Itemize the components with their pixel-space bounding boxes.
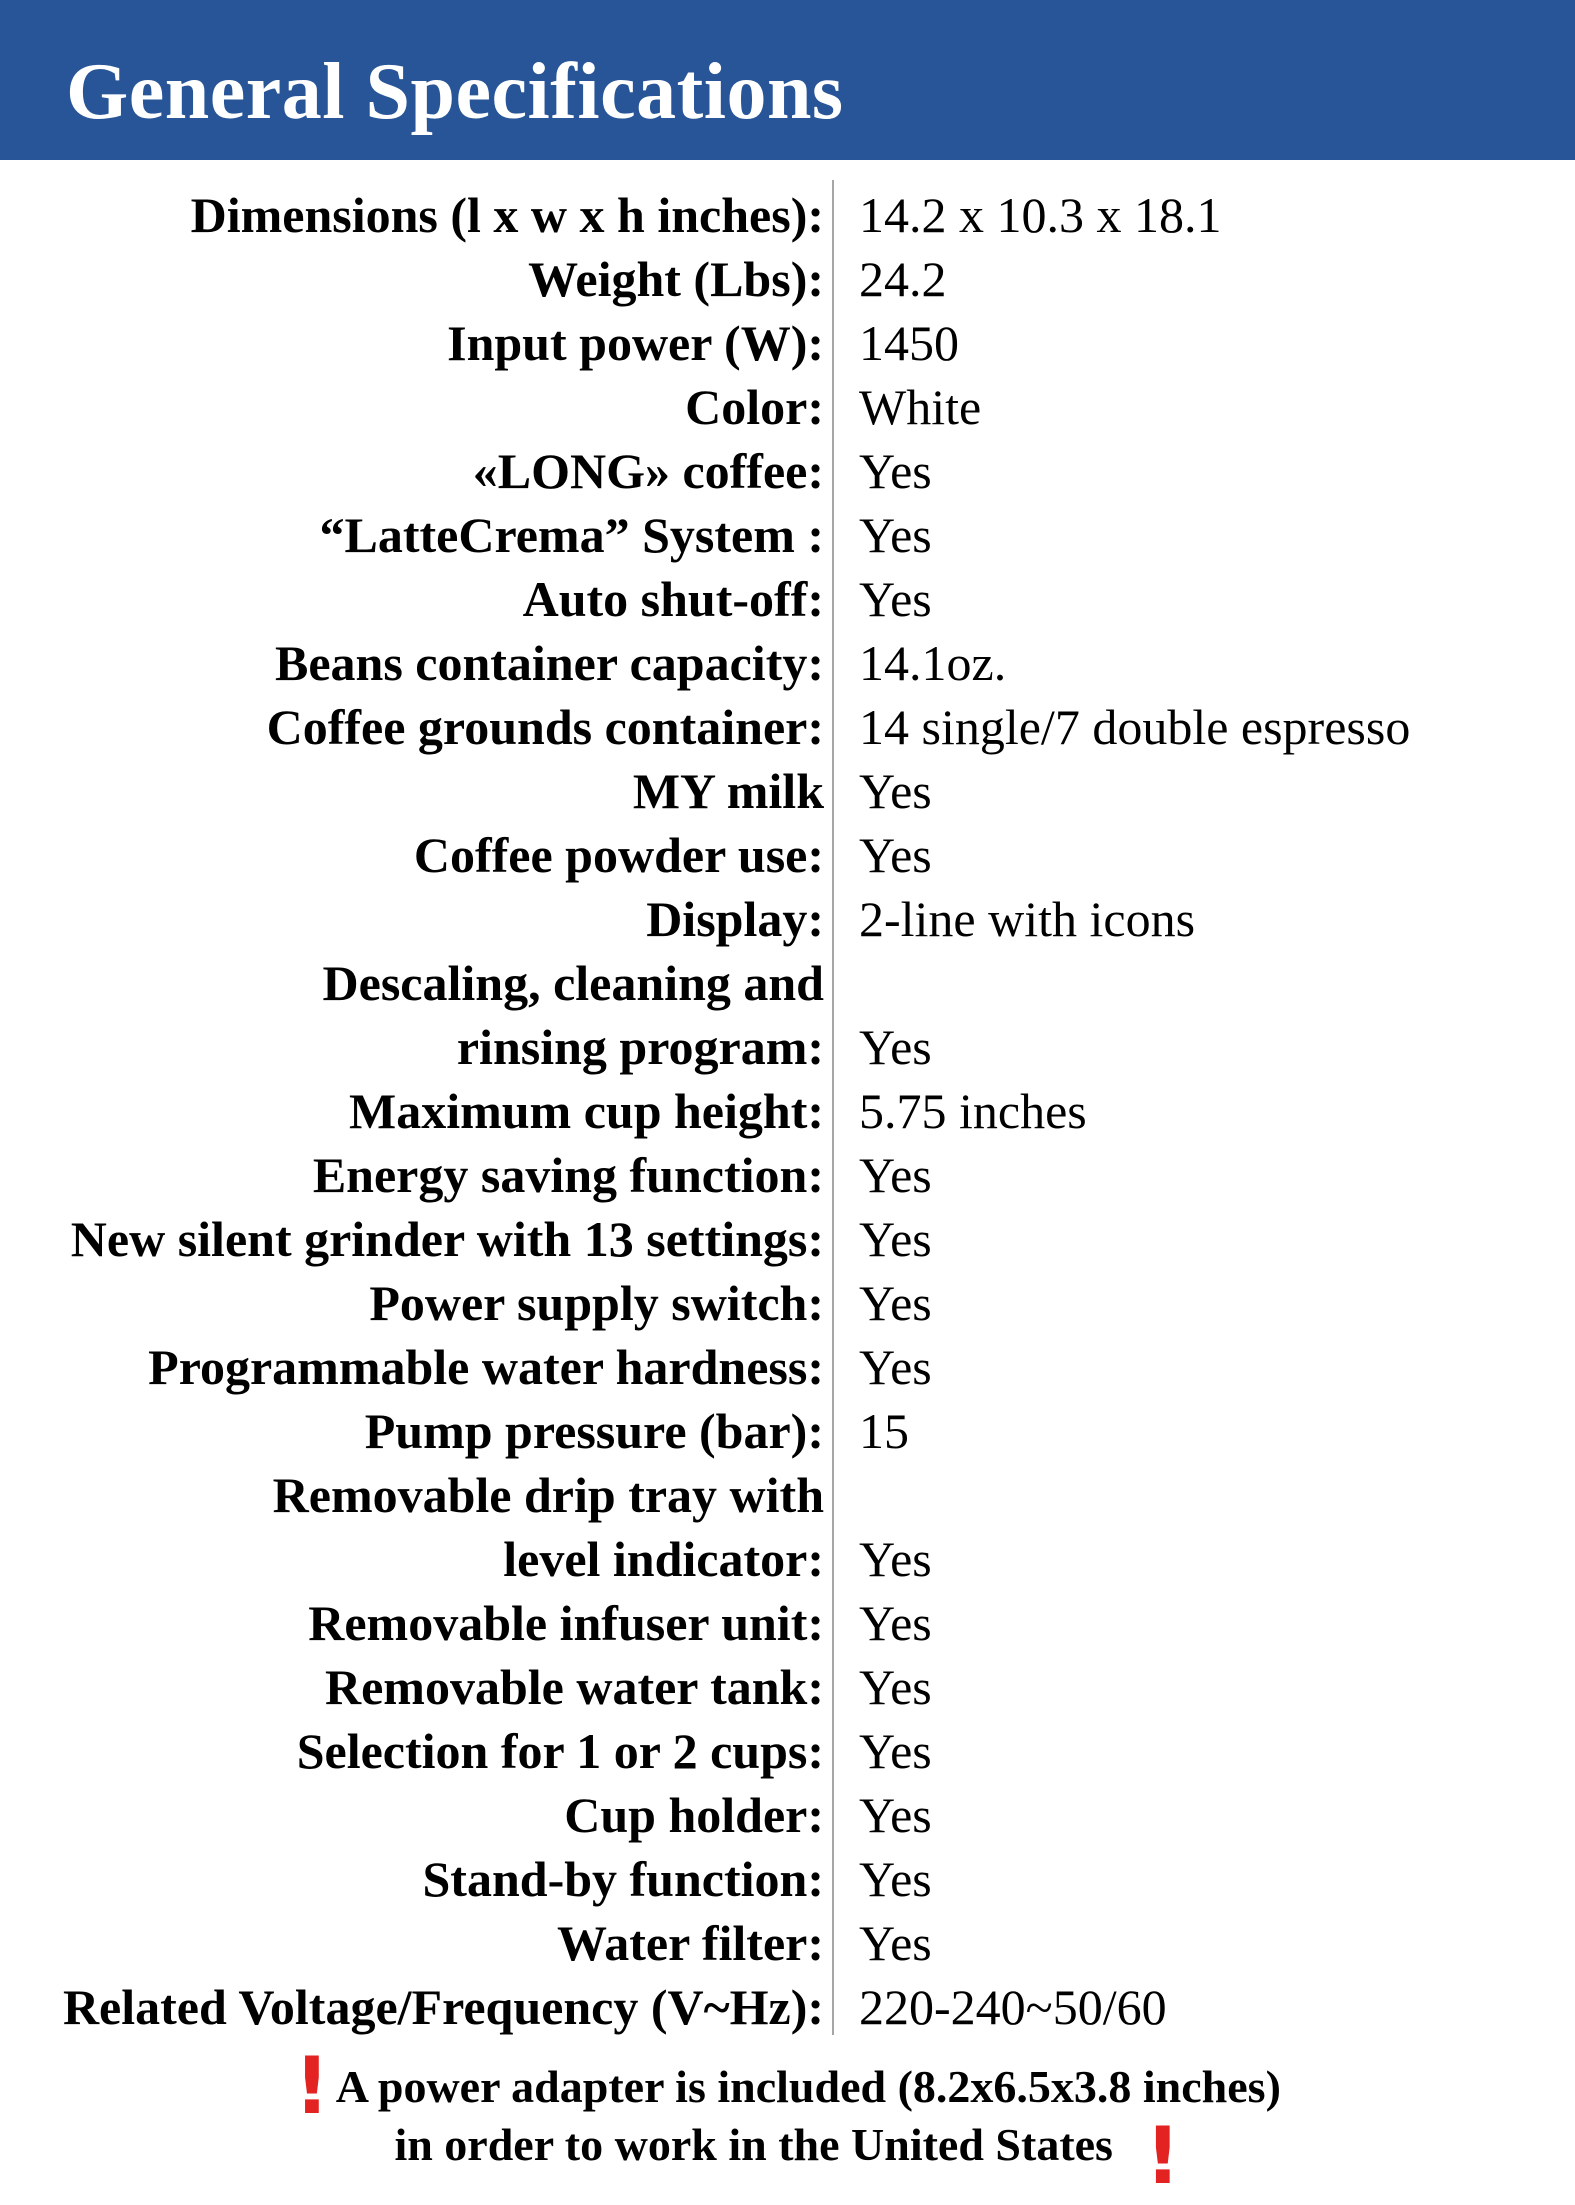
- spec-row: [0, 1847, 1575, 1911]
- spec-value: Yes: [859, 827, 932, 883]
- spec-label: Removable drip tray with level indicator:: [272, 1467, 824, 1587]
- spec-value: 15: [859, 1403, 909, 1459]
- spec-value: Yes: [859, 507, 932, 563]
- spec-label: Power supply switch:: [369, 1275, 824, 1331]
- spec-label: Selection for 1 or 2 cups:: [296, 1723, 824, 1779]
- spec-label: Programmable water hardness:: [148, 1339, 824, 1395]
- spec-value: 220-240~50/60: [859, 1979, 1167, 2035]
- spec-value: Yes: [859, 1531, 932, 1587]
- spec-row: [0, 1399, 1575, 1463]
- spec-row: [0, 823, 1575, 887]
- spec-row: [0, 951, 1575, 1079]
- spec-row: [0, 1911, 1575, 1975]
- spec-label: Pump pressure (bar):: [364, 1403, 824, 1459]
- spec-label: Display:: [646, 891, 824, 947]
- spec-value: Yes: [859, 1339, 932, 1395]
- spec-value: 5.75 inches: [859, 1083, 1087, 1139]
- exclamation-icon: !: [1144, 2112, 1181, 2202]
- spec-value: 14.1oz.: [859, 635, 1007, 691]
- spec-label: Water filter:: [557, 1915, 824, 1971]
- spec-value: Yes: [859, 1787, 932, 1843]
- spec-label: Coffee powder use:: [413, 827, 824, 883]
- spec-value: Yes: [859, 1211, 932, 1267]
- spec-value: Yes: [859, 1019, 932, 1075]
- spec-row: [0, 439, 1575, 503]
- footer-line-1: [0, 2042, 1575, 2132]
- spec-value: Yes: [859, 1275, 932, 1331]
- spec-value: White: [859, 379, 982, 435]
- spec-value: Yes: [859, 1659, 932, 1715]
- spec-row: [0, 695, 1575, 759]
- spec-value: 1450: [859, 315, 959, 371]
- spec-row: [0, 503, 1575, 567]
- spec-row: [0, 311, 1575, 375]
- spec-label: Stand-by function:: [422, 1851, 824, 1907]
- spec-label: Descaling, cleaning and rinsing program:: [322, 955, 824, 1075]
- spec-table: [0, 183, 1575, 2039]
- footer-note: [0, 2042, 1575, 2202]
- spec-value: Yes: [859, 1147, 932, 1203]
- spec-row: [0, 1591, 1575, 1655]
- spec-label: Related Voltage/Frequency (V~Hz):: [62, 1979, 824, 2035]
- spec-row: [0, 183, 1575, 247]
- spec-row: [0, 1079, 1575, 1143]
- spec-row: [0, 1271, 1575, 1335]
- spec-row: [0, 247, 1575, 311]
- spec-label: New silent grinder with 13 settings:: [70, 1211, 824, 1267]
- spec-label: «LONG» coffee:: [472, 443, 824, 499]
- spec-label: Input power (W):: [447, 315, 824, 371]
- spec-row: [0, 375, 1575, 439]
- spec-row: [0, 1463, 1575, 1591]
- exclamation-icon: !: [294, 2042, 330, 2132]
- spec-value: 24.2: [859, 251, 947, 307]
- footer-text-2: in order to work in the United States: [394, 2119, 1113, 2170]
- spec-label: Dimensions (l x w x h inches):: [190, 187, 824, 243]
- spec-label: Maximum cup height:: [349, 1083, 824, 1139]
- spec-label: Color:: [685, 379, 824, 435]
- spec-label: Removable infuser unit:: [308, 1595, 824, 1651]
- spec-label: Energy saving function:: [312, 1147, 824, 1203]
- spec-value: 14 single/7 double espresso: [859, 699, 1411, 755]
- spec-row: [0, 631, 1575, 695]
- spec-row: [0, 567, 1575, 631]
- footer-line-2: [0, 2112, 1575, 2202]
- spec-row: [0, 1783, 1575, 1847]
- spec-row: [0, 1207, 1575, 1271]
- spec-value: Yes: [859, 1595, 932, 1651]
- spec-value: Yes: [859, 571, 932, 627]
- spec-value: Yes: [859, 763, 932, 819]
- header-banner: [0, 0, 1575, 160]
- spec-row: [0, 1975, 1575, 2039]
- spec-label: MY milk: [632, 763, 824, 819]
- spec-label: “LatteCrema” System :: [319, 507, 824, 563]
- spec-value: 2-line with icons: [859, 891, 1196, 947]
- spec-row: [0, 1335, 1575, 1399]
- spec-row: [0, 887, 1575, 951]
- page-title: General Specifications: [66, 48, 844, 136]
- spec-label: Cup holder:: [564, 1787, 824, 1843]
- spec-value: Yes: [859, 443, 932, 499]
- spec-value: Yes: [859, 1723, 932, 1779]
- spec-row: [0, 1719, 1575, 1783]
- spec-row: [0, 1143, 1575, 1207]
- spec-value: Yes: [859, 1851, 932, 1907]
- spec-label: Weight (Lbs):: [528, 251, 824, 307]
- spec-value: 14.2 x 10.3 x 18.1: [859, 187, 1222, 243]
- spec-label: Removable water tank:: [325, 1659, 824, 1715]
- footer-text-1: A power adapter is included (8.2x6.5x3.8 inches): [335, 2061, 1281, 2112]
- spec-row: [0, 759, 1575, 823]
- spec-value: Yes: [859, 1915, 932, 1971]
- spec-label: Beans container capacity:: [274, 635, 824, 691]
- spec-label: Auto shut-off:: [522, 571, 824, 627]
- spec-label: Coffee grounds container:: [266, 699, 824, 755]
- spec-row: [0, 1655, 1575, 1719]
